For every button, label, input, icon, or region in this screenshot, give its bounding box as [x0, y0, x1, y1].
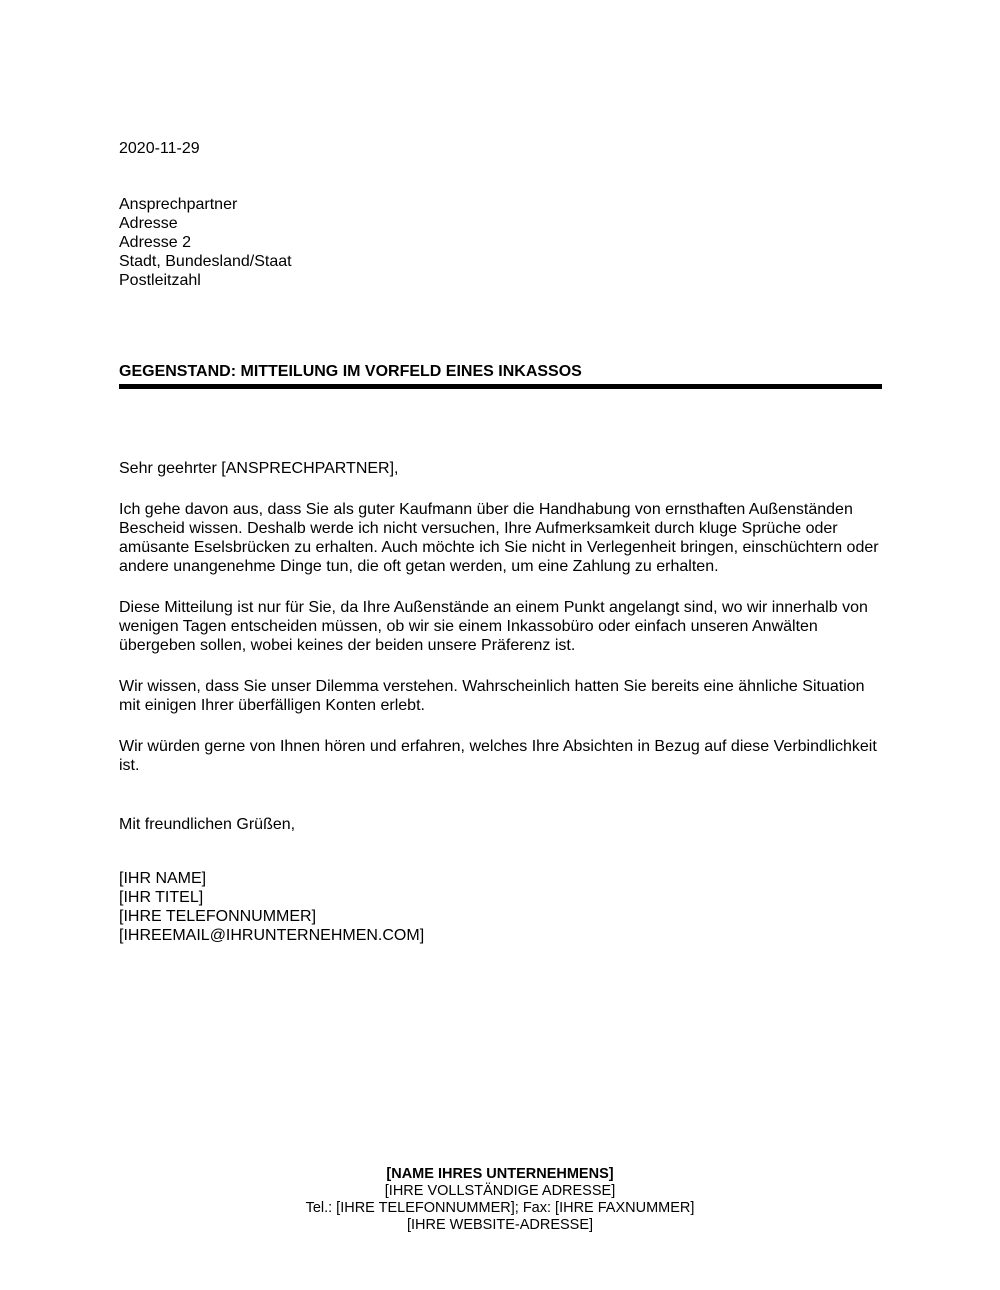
- recipient-contact: Ansprechpartner: [119, 196, 238, 213]
- signature-block: [119, 869, 882, 945]
- signature-name: [IHR NAME]: [119, 870, 207, 887]
- recipient-city-state: Stadt, Bundesland/Staat: [119, 253, 292, 270]
- body-paragraph-4: Wir würden gerne von Ihnen hören und erfahren, welches Ihre Absichten in Bezug auf diese Verbindlichkeit ist.: [119, 738, 877, 774]
- footer-company-address: [IHRE VOLLSTÄNDIGE ADRESSE]: [384, 1183, 616, 1199]
- body-paragraph-2: Diese Mitteilung ist nur für Sie, da Ihre Außenstände an einem Punkt angelangt sind, wo wir innerhalb von wenigen Tagen entscheiden müssen, ob wir sie einem Inkassobüro oder einfach unseren Anwälten übergeben sollen, wobei keines der beiden unsere Präferenz ist.: [119, 599, 868, 654]
- signature-title: [IHR TITEL]: [119, 889, 204, 906]
- body-paragraph-3: Wir wissen, dass Sie unser Dilemma verstehen. Wahrscheinlich hatten Sie bereits eine ähnliche Situation mit einigen Ihrer überfälligen Konten erlebt.: [119, 678, 865, 714]
- recipient-address-2: Adresse 2: [119, 234, 192, 251]
- signature-phone: [IHRE TELEFONNUMMER]: [119, 908, 317, 925]
- letter-date: 2020-11-29: [119, 140, 200, 157]
- subject-divider: [119, 384, 882, 389]
- footer-block: [0, 1166, 1000, 1234]
- signature-email: [IHREEMAIL@IHRUNTERNEHMEN.COM]: [119, 927, 425, 944]
- closing-salutation: Mit freundlichen Grüßen,: [119, 816, 296, 833]
- salutation: Sehr geehrter [ANSPRECHPARTNER],: [119, 460, 399, 477]
- recipient-address-1: Adresse: [119, 215, 178, 232]
- footer-website: [IHRE WEBSITE-ADRESSE]: [406, 1217, 594, 1233]
- recipient-address-block: [119, 195, 882, 290]
- footer-company-name: [NAME IHRES UNTERNEHMENS]: [386, 1166, 614, 1182]
- footer-phone-fax: Tel.: [IHRE TELEFONNUMMER]; Fax: [IHRE FAXNUMMER]: [305, 1200, 695, 1216]
- subject-line: GEGENSTAND: MITTEILUNG IM VORFELD EINES INKASSOS: [119, 363, 582, 380]
- body-paragraph-1: Ich gehe davon aus, dass Sie als guter Kaufmann über die Handhabung von ernsthaften Außenständen Bescheid wissen. Deshalb werde ich nicht versuchen, Ihre Aufmerksamkeit durch kluge Sprüche oder amüsante Eselsbrücken zu erhalten. Auch möchte ich Sie nicht in Verlegenheit bringen, einschüchtern oder andere unangenehme Dinge tun, die oft getan werden, um eine Zahlung zu erhalten.: [119, 501, 879, 575]
- recipient-postal-code: Postleitzahl: [119, 272, 201, 289]
